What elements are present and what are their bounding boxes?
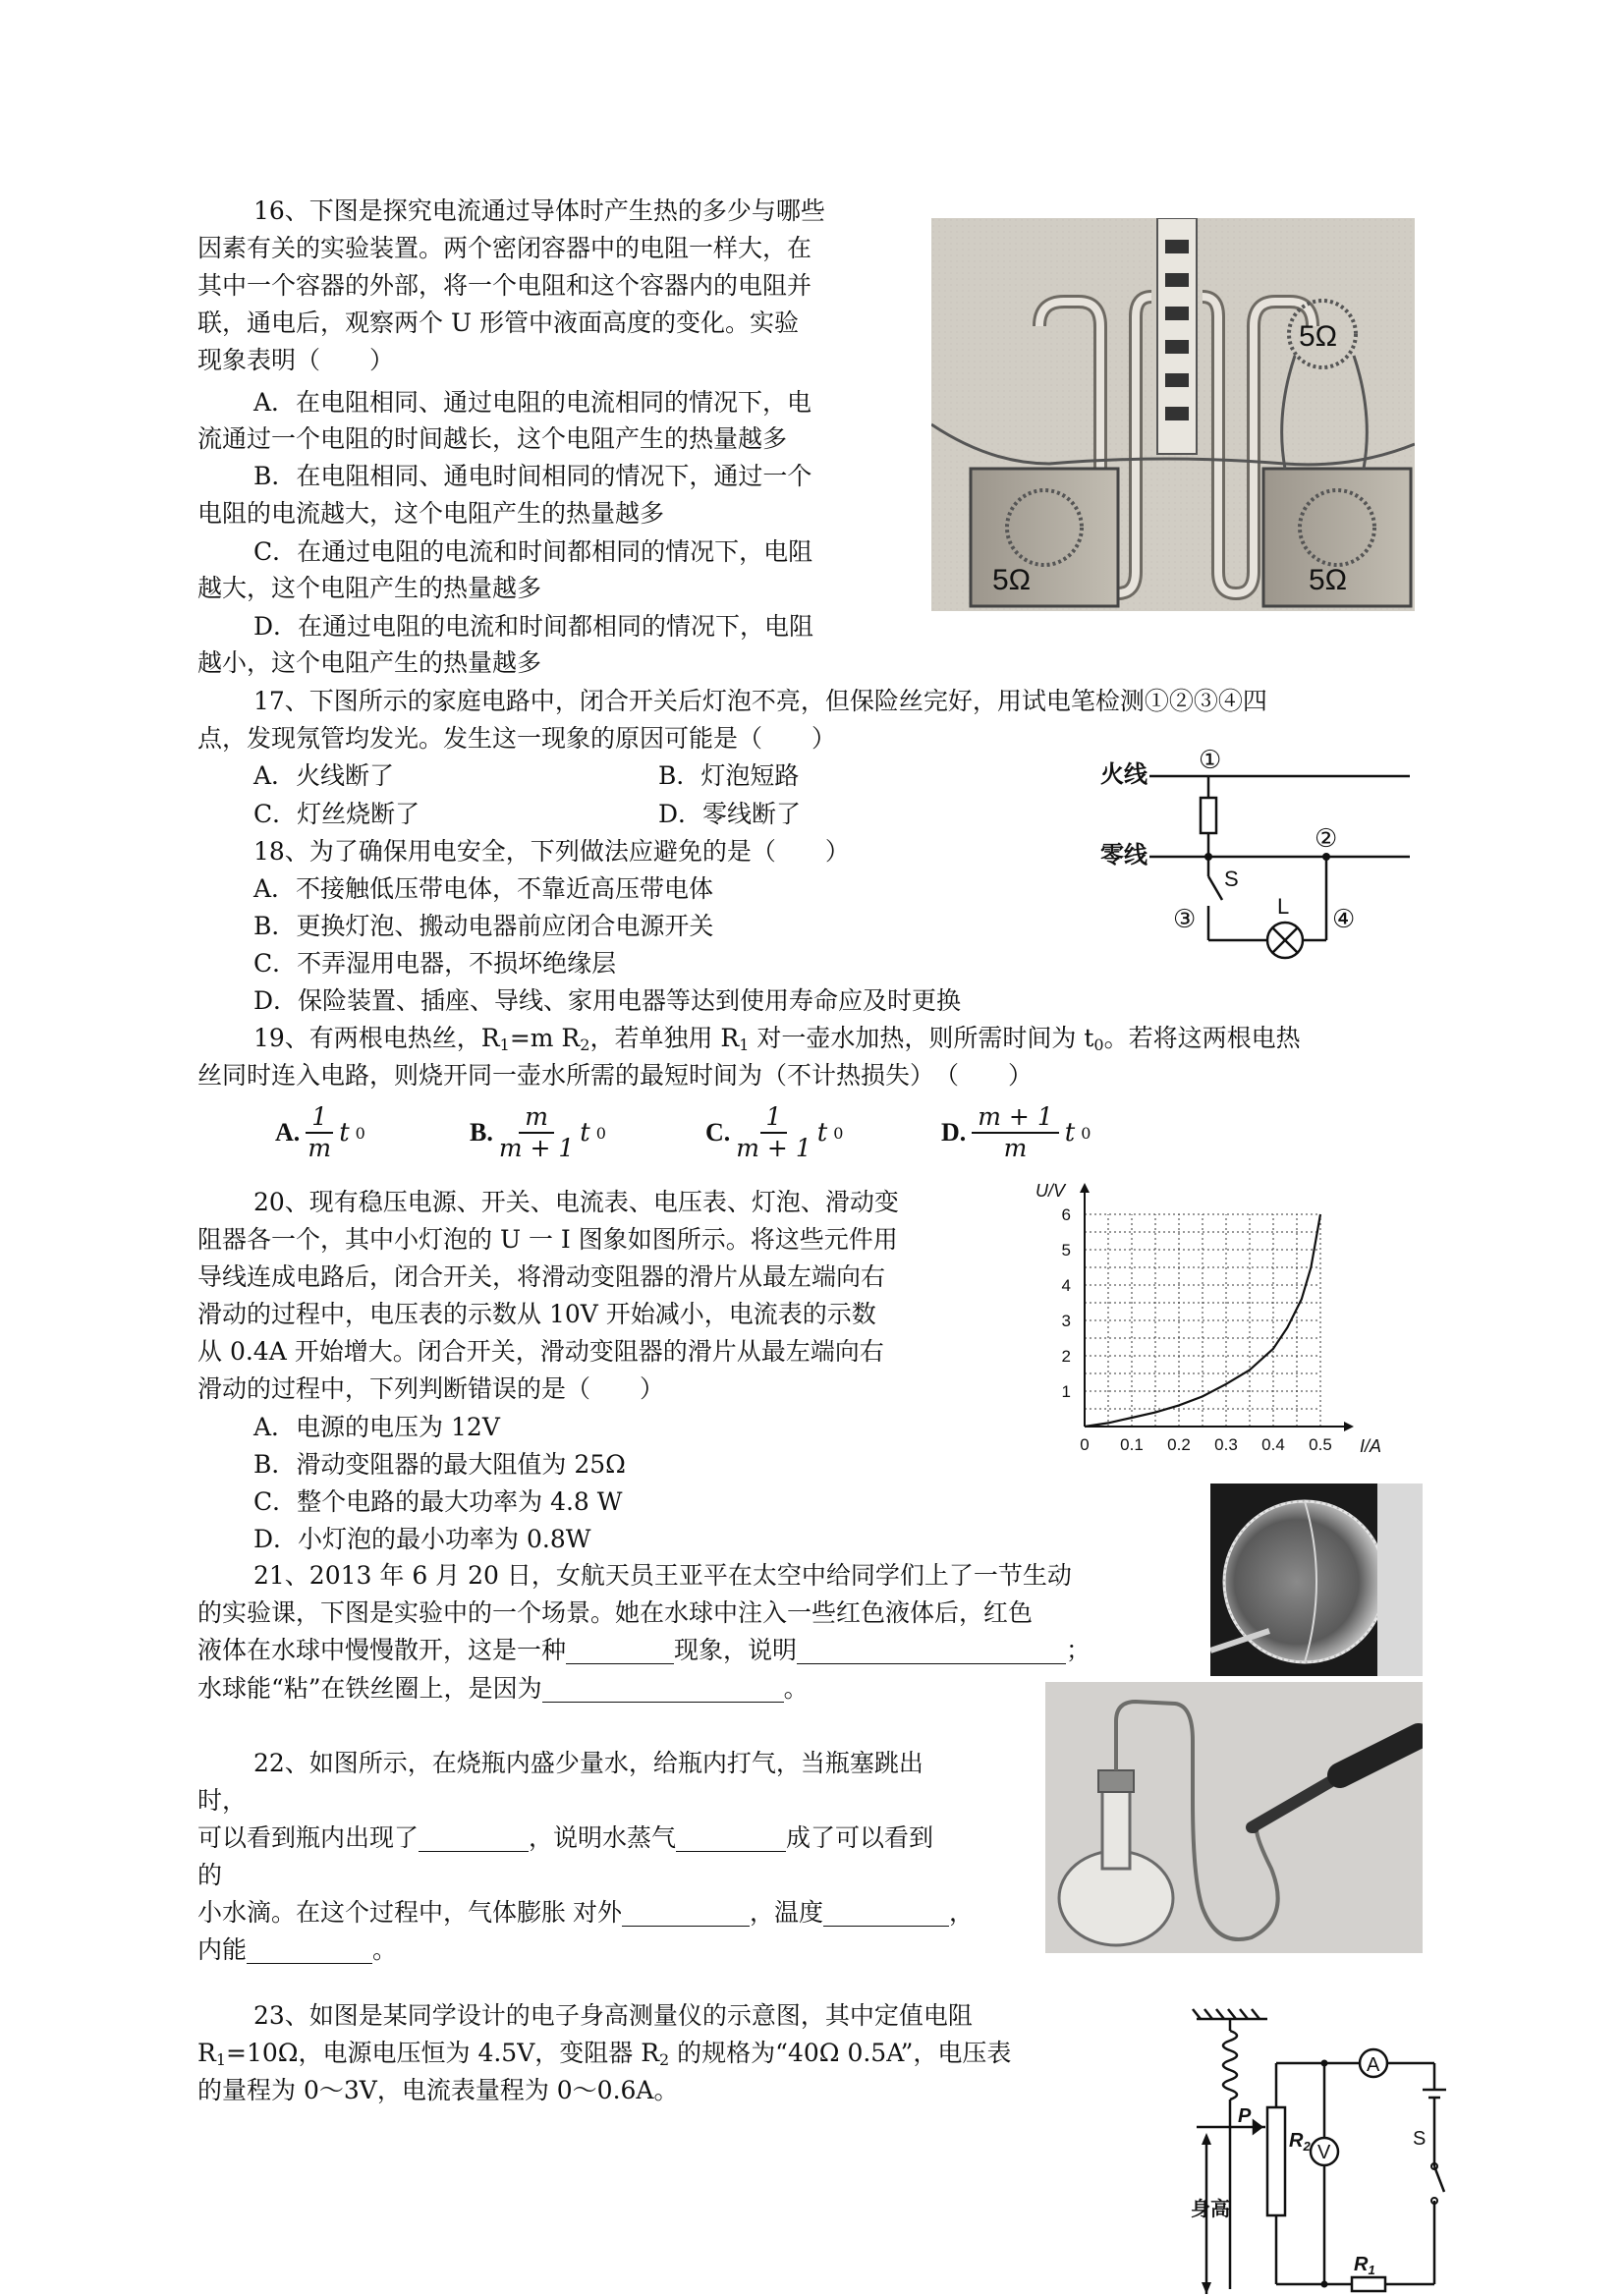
q16-option-a-cont: 流通过一个电阻的时间越长，这个电阻产生的热量越多	[197, 424, 788, 453]
answer-blank[interactable]	[622, 1900, 750, 1927]
q18-stem: 18、为了确保用电安全，下列做法应避免的是（ ）	[253, 837, 850, 866]
q16-option-d-cont: 越小，这个电阻产生的热量越多	[197, 648, 542, 677]
q22-line-5: 小水滴。在这个过程中，气体膨胀 对外 ，温度 ，	[197, 1899, 974, 1927]
q20-line: 导线连成电路后，闭合开关，将滑动变阻器的滑片从最左端向右	[197, 1262, 886, 1291]
point-3-label: ③	[1173, 904, 1197, 933]
point-4-label: ④	[1332, 904, 1356, 933]
y-tick-label: 5	[1061, 1241, 1071, 1260]
q19-option-c: C. $\frac{1}{m + 1}$ t 0	[705, 1102, 844, 1162]
q16-option-b-cont: 电阻的电流越大，这个电阻产生的热量越多	[197, 499, 665, 528]
q17-line: 点，发现氖管均发光。发生这一现象的原因可能是（ ）	[197, 724, 837, 753]
q19-line-2: 丝同时连入电路，则烧开同一壶水所需的最短时间为（不计热损失） （ ）	[197, 1061, 1034, 1090]
q23-line: 的量程为 0～3V，电流表量程为 0～0.6A。	[197, 2076, 679, 2104]
q20-option-a: A．电源的电压为 12V	[253, 1413, 500, 1441]
point-1-label: ①	[1199, 745, 1222, 774]
slider-label: P	[1238, 2105, 1252, 2127]
y-tick-label: 3	[1061, 1312, 1071, 1330]
q19-option-d: D. $\frac{m + 1}{m}$ t 0	[941, 1102, 1091, 1162]
q16-option-b: B．在电阻相同、通电时间相同的情况下，通过一个	[253, 462, 812, 490]
point-2-label: ②	[1315, 823, 1338, 853]
q16-option-c-cont: 越大，这个电阻产生的热量越多	[197, 574, 542, 602]
x-tick-label: 0.2	[1167, 1435, 1191, 1454]
q16-line: 16、下图是探究电流通过导体时产生热的多少与哪些	[253, 196, 825, 225]
q19-option-a: A. $\frac{1}{m}$ t 0	[275, 1102, 365, 1162]
q16-line: 其中一个容器的外部，将一个电阻和这个容器内的电阻并	[197, 271, 812, 300]
x-tick-label: 0.3	[1214, 1435, 1238, 1454]
q19-line-1: 19、有两根电热丝，$R_1=m$ $R_2$，若单独用 $R_1$ 对一壶水加热，则所需时间为 $t_0$。若将这两根电热	[253, 1024, 1301, 1054]
x-tick-label: 0	[1080, 1435, 1090, 1454]
q18-option-d: D．保险装置、插座、导线、家用电器等达到使用寿命应及时更换	[253, 986, 962, 1015]
q17-option-b: B．灯泡短路	[658, 761, 800, 790]
q20-option-d: D．小灯泡的最小功率为 0.8W	[253, 1525, 591, 1553]
q22-line-3: 可以看到瓶内出现了 ，说明水蒸气 成了可以看到	[197, 1823, 934, 1852]
answer-blank[interactable]	[676, 1825, 786, 1852]
answer-blank[interactable]	[566, 1638, 674, 1664]
q16-left-resistor-label: 5Ω	[992, 564, 1032, 596]
q16-outer-resistor-label: 5Ω	[1299, 320, 1338, 353]
q16-right-resistor-label: 5Ω	[1309, 564, 1348, 596]
q16-line: 因素有关的实验装置。两个密闭容器中的电阻一样大，在	[197, 234, 812, 262]
q20-line: 滑动的过程中，电压表的示数从 10V 开始减小，电流表的示数	[197, 1300, 876, 1328]
r1-label: R	[1354, 2254, 1369, 2275]
q22-line: 的	[197, 1861, 223, 1889]
q20-line: 滑动的过程中，下列判断错误的是（ ）	[197, 1374, 665, 1403]
live-wire-label: 火线	[1100, 761, 1147, 788]
q18-option-a: A．不接触低压带电体，不靠近高压带电体	[253, 874, 714, 903]
neutral-wire-label: 零线	[1100, 842, 1147, 868]
q23-height-meter-circuit	[1177, 1999, 1448, 2294]
q18-option-b: B．更换灯泡、搬动电器前应闭合电源开关	[253, 912, 714, 940]
lamp-label: L	[1277, 894, 1290, 919]
answer-blank[interactable]	[542, 1676, 784, 1703]
svg-text:R2: $R_2$	[1289, 2130, 1311, 2154]
q16-option-d: D．在通过电阻的电流和时间都相同的情况下，电阻	[253, 612, 814, 641]
q16-line: 现象表明（ ）	[197, 346, 395, 374]
q20-option-c: C．整个电路的最大功率为 4.8 W	[253, 1487, 623, 1516]
q21-water-ball-photo	[1210, 1484, 1423, 1676]
y-tick-label: 1	[1061, 1382, 1071, 1401]
q18-option-c: C．不弄湿用电器，不损坏绝缘层	[253, 949, 617, 978]
switch-label: S	[1413, 2128, 1427, 2150]
y-tick-label: 6	[1061, 1205, 1071, 1224]
q16-apparatus-figure	[931, 218, 1415, 611]
q17-option-c: C．灯丝烧断了	[253, 800, 420, 828]
q16-option-c: C．在通过电阻的电流和时间都相同的情况下，电阻	[253, 537, 813, 566]
q20-line: 从 0.4A 开始增大。闭合开关，滑动变阻器的滑片从最左端向右	[197, 1337, 884, 1366]
x-axis-label: I/A	[1360, 1436, 1382, 1456]
answer-blank[interactable]	[823, 1900, 949, 1927]
q21-line-4: 水球能“粘”在铁丝圈上，是因为 。	[197, 1674, 809, 1703]
y-axis-label: U/V	[1035, 1181, 1066, 1201]
r2-label: R	[1289, 2130, 1304, 2152]
height-label: 身高	[1191, 2199, 1230, 2220]
q20-ui-graph	[1022, 1167, 1434, 1466]
q22-flask-pump-photo	[1045, 1682, 1423, 1953]
q16-line: 联，通电后，观察两个 U 形管中液面高度的变化。实验	[197, 308, 799, 337]
y-tick-label: 4	[1061, 1276, 1071, 1295]
q20-option-b: B．滑动变阻器的最大阻值为 25Ω	[253, 1450, 626, 1479]
answer-blank[interactable]	[797, 1638, 1066, 1664]
q21-line: 的实验课，下图是实验中的一个场景。她在水球中注入一些红色液体后，红色	[197, 1598, 1034, 1627]
answer-blank[interactable]	[419, 1825, 529, 1852]
q22-line-6: 内能 。	[197, 1936, 398, 1964]
q22-line: 时，	[197, 1786, 248, 1815]
q21-line: 21、2013 年 6 月 20 日，女航天员王亚平在太空中给同学们上了一节生动	[253, 1561, 1072, 1590]
voltmeter-label: V	[1317, 2142, 1331, 2163]
q23-line-2: $R_1=10\Omega$，电源电压恒为 4.5V，变阻器 $R_2$ 的规格为“40Ω 0.5A”，电压表	[197, 2039, 1012, 2069]
y-tick-label: 2	[1061, 1347, 1071, 1366]
svg-text:R1: $R_1$	[1354, 2254, 1375, 2277]
q21-line-3: 液体在水球中慢慢散开，这是一种 现象，说明 ；	[197, 1636, 1091, 1664]
x-tick-label: 0.4	[1261, 1435, 1285, 1454]
q17-option-d: D．零线断了	[658, 800, 802, 828]
x-tick-label: 0.5	[1309, 1435, 1332, 1454]
q20-line: 20、现有稳压电源、开关、电流表、电压表、灯泡、滑动变	[253, 1188, 899, 1216]
q23-line: 23、如图是某同学设计的电子身高测量仪的示意图，其中定值电阻	[253, 2001, 973, 2030]
q22-line: 22、如图所示，在烧瓶内盛少量水，给瓶内打气，当瓶塞跳出	[253, 1749, 923, 1777]
x-axis-arrow	[1344, 1422, 1354, 1431]
q19-option-b: B. $\frac{m}{m + 1}$ t 0	[470, 1102, 606, 1162]
q17-circuit-diagram	[1100, 739, 1415, 975]
x-tick-label: 0.1	[1120, 1435, 1144, 1454]
y-axis-arrow	[1080, 1183, 1090, 1193]
q17-option-a: A．火线断了	[253, 761, 395, 790]
q20-line: 阻器各一个，其中小灯泡的 U 一 I 图象如图所示。将这些元件用	[197, 1225, 898, 1254]
q17-line: 17、下图所示的家庭电路中，闭合开关后灯泡不亮，但保险丝完好，用试电笔检测①②③④四	[253, 687, 1267, 715]
switch-label: S	[1224, 867, 1239, 891]
ammeter-label: A	[1367, 2054, 1380, 2076]
q16-option-a: A．在电阻相同、通过电阻的电流相同的情况下，电	[253, 388, 812, 417]
answer-blank[interactable]	[247, 1937, 372, 1964]
